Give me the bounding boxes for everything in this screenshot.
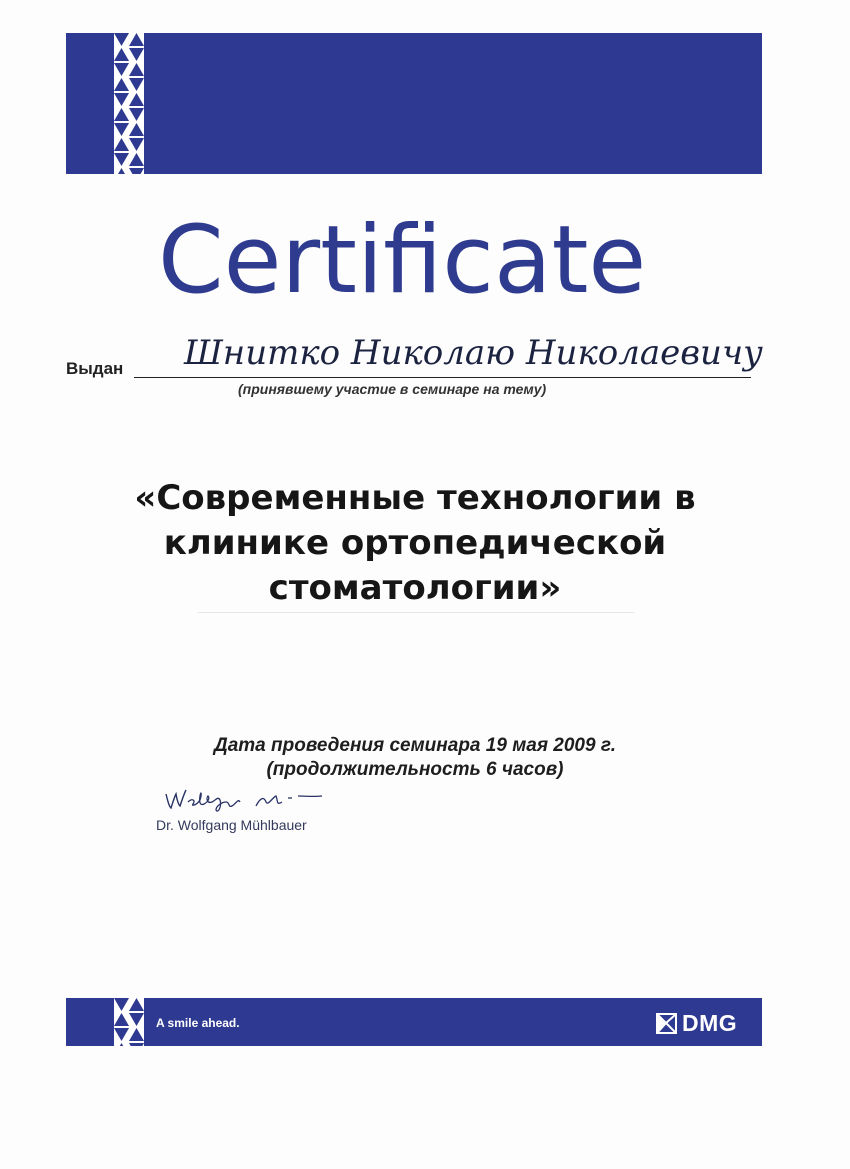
topic-line: «Современные технологии в [134,478,696,518]
pattern-triangle [114,48,129,61]
pattern-triangle [129,48,144,61]
pattern-triangle [114,108,129,121]
pattern-triangle [129,998,144,1011]
pattern-triangle [129,168,144,174]
pattern-triangle [114,93,129,106]
pattern-triangle [114,138,129,151]
pattern-triangle [129,108,144,121]
pattern-triangle [129,153,144,166]
signer-name: Dr. Wolfgang Mühlbauer [156,817,307,833]
brand-slogan: A smile ahead. [156,1016,240,1030]
pattern-triangle [114,1013,129,1026]
pattern-triangle [114,33,129,46]
pattern-triangle [129,1028,144,1041]
pattern-triangle [114,123,129,136]
pattern-triangle [129,93,144,106]
pattern-triangle [114,168,129,174]
seminar-date: Дата проведения семинара 19 мая 2009 г. [213,735,616,756]
issued-label: Выдан [66,359,124,378]
pattern-triangle [114,78,129,91]
pattern-triangle [129,63,144,76]
pattern-triangle [114,1028,129,1041]
participation-note: (принявшему участие в семинаре на тему) [238,381,547,397]
seminar-topic [80,476,750,611]
topic-line: клинике ортопедической [163,523,667,563]
triangle-pattern-icon [114,33,144,174]
pattern-triangle [129,138,144,151]
dmg-logo-icon [656,1013,677,1034]
certificate-title: Certificate [158,206,647,315]
brand-name: DMG [682,1009,738,1036]
brand-mark [656,1010,737,1036]
pattern-triangle [129,1043,144,1046]
pattern-triangle [114,1043,129,1046]
triangle-pattern-icon [114,998,144,1046]
pattern-triangle [129,1013,144,1026]
pattern-triangle [114,63,129,76]
recipient-name: Шнитко Николаю Николаевичу [184,333,763,373]
pattern-triangle [114,153,129,166]
top-banner [66,33,762,174]
pattern-triangle [129,33,144,46]
pattern-triangle [114,998,129,1011]
pattern-triangle [129,78,144,91]
topic-divider [198,612,634,613]
pattern-triangle [129,123,144,136]
topic-line: стоматологии» [268,568,562,608]
issued-underline [134,377,751,378]
seminar-duration: (продолжительность 6 часов) [266,759,564,780]
signature-image [160,784,330,820]
